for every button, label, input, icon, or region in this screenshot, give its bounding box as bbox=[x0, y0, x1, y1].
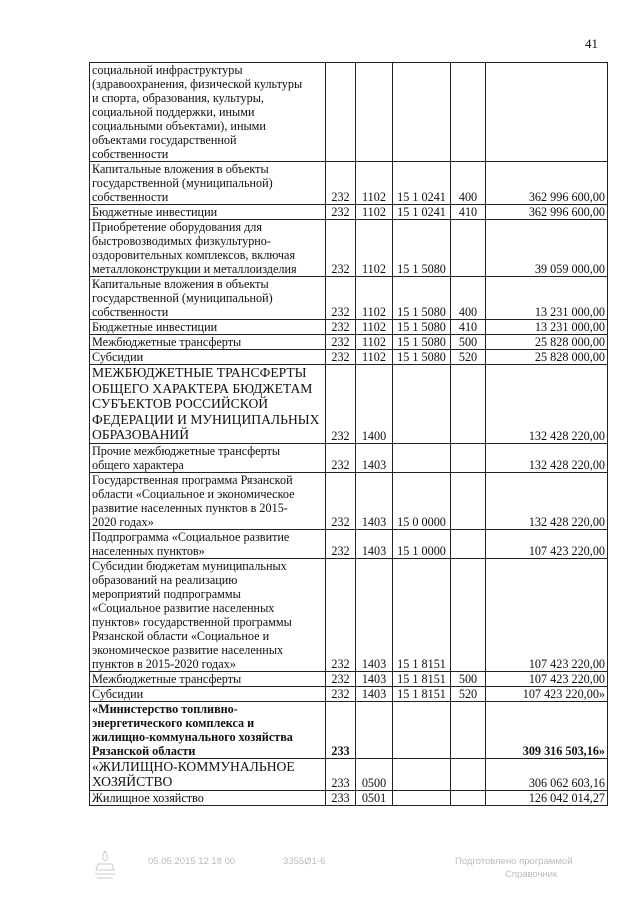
cell-gl: 233 bbox=[326, 701, 356, 758]
cell-vr bbox=[451, 443, 486, 472]
cell-sum: 306 062 603,16 bbox=[486, 758, 608, 790]
cell-cs: 15 1 5080 bbox=[393, 350, 451, 365]
cell-rz: 1102 bbox=[356, 220, 393, 277]
cell-rz: 1102 bbox=[356, 277, 393, 320]
cell-gl bbox=[326, 63, 356, 162]
cell-gl: 233 bbox=[326, 790, 356, 805]
cell-vr bbox=[451, 790, 486, 805]
row-name: Капитальные вложения в объекты государственной (муниципальной) собственности bbox=[90, 277, 326, 320]
table-row bbox=[90, 320, 608, 335]
cell-vr: 410 bbox=[451, 320, 486, 335]
cell-vr bbox=[451, 558, 486, 671]
cell-gl: 232 bbox=[326, 686, 356, 701]
cell-gl: 232 bbox=[326, 205, 356, 220]
table-row bbox=[90, 350, 608, 365]
row-name: Межбюджетные трансферты bbox=[90, 671, 326, 686]
cell-cs: 15 1 5080 bbox=[393, 320, 451, 335]
row-name: «ЖИЛИЩНО-КОММУНАЛЬНОЕ ХОЗЯЙСТВО bbox=[90, 758, 326, 790]
table-row bbox=[90, 220, 608, 277]
cell-vr: 400 bbox=[451, 277, 486, 320]
cell-gl: 232 bbox=[326, 671, 356, 686]
cell-rz: 1403 bbox=[356, 443, 393, 472]
cell-vr: 520 bbox=[451, 686, 486, 701]
row-name: Бюджетные инвестиции bbox=[90, 205, 326, 220]
cell-sum: 132 428 220,00 bbox=[486, 365, 608, 444]
cell-sum: 13 231 000,00 bbox=[486, 277, 608, 320]
cell-cs: 15 1 8151 bbox=[393, 671, 451, 686]
budget-table bbox=[89, 62, 608, 806]
cell-cs bbox=[393, 758, 451, 790]
table-row bbox=[90, 365, 608, 444]
cell-cs: 15 1 8151 bbox=[393, 686, 451, 701]
row-name: Подпрограмма «Социальное развитие населенных пунктов» bbox=[90, 529, 326, 558]
table-row bbox=[90, 671, 608, 686]
cell-rz bbox=[356, 63, 393, 162]
row-name: Субсидии бюджетам муниципальных образований на реализацию мероприятий подпрограммы «Социальное развитие населенных пунктов» государственной программы Рязанской области «Социальное и экономическое развитие населенных пунктов в 2015-2020 годах» bbox=[90, 558, 326, 671]
cell-rz bbox=[356, 701, 393, 758]
cell-sum: 25 828 000,00 bbox=[486, 335, 608, 350]
cell-vr: 500 bbox=[451, 335, 486, 350]
row-name: Межбюджетные трансферты bbox=[90, 335, 326, 350]
cell-cs: 15 1 0000 bbox=[393, 529, 451, 558]
table-row bbox=[90, 686, 608, 701]
page-number: 41 bbox=[585, 36, 598, 51]
footer-mark-line2: Справочник bbox=[505, 869, 558, 880]
row-name: Жилищное хозяйство bbox=[90, 790, 326, 805]
cell-rz: 0500 bbox=[356, 758, 393, 790]
cell-sum: 107 423 220,00 bbox=[486, 529, 608, 558]
cell-sum: 13 231 000,00 bbox=[486, 320, 608, 335]
cell-cs bbox=[393, 365, 451, 444]
row-name: Субсидии bbox=[90, 686, 326, 701]
cell-sum: 107 423 220,00 bbox=[486, 671, 608, 686]
table-row bbox=[90, 162, 608, 205]
row-name: Прочие межбюджетные трансферты общего характера bbox=[90, 443, 326, 472]
cell-gl: 233 bbox=[326, 758, 356, 790]
cell-sum: 309 316 503,16» bbox=[486, 701, 608, 758]
cell-cs bbox=[393, 443, 451, 472]
cell-vr: 520 bbox=[451, 350, 486, 365]
cell-rz: 1403 bbox=[356, 558, 393, 671]
cell-vr: 410 bbox=[451, 205, 486, 220]
cell-vr bbox=[451, 758, 486, 790]
cell-sum: 362 996 600,00 bbox=[486, 205, 608, 220]
cell-sum: 362 996 600,00 bbox=[486, 162, 608, 205]
cell-sum: 132 428 220,00 bbox=[486, 472, 608, 529]
cell-rz: 1102 bbox=[356, 350, 393, 365]
cell-vr bbox=[451, 529, 486, 558]
cell-rz: 1102 bbox=[356, 320, 393, 335]
footer-mark-line1: Подготовлено программой bbox=[455, 856, 573, 867]
row-name: Бюджетные инвестиции bbox=[90, 320, 326, 335]
row-name: социальной инфраструктуры (здравоохранения, физической культуры и спорта, образования, культуры, социальной поддержки, иными социальными объектами), иными объектами государственной собственности bbox=[90, 63, 326, 162]
cell-rz: 1102 bbox=[356, 335, 393, 350]
table-row bbox=[90, 205, 608, 220]
table-row bbox=[90, 758, 608, 790]
cell-rz: 1400 bbox=[356, 365, 393, 444]
cell-cs bbox=[393, 63, 451, 162]
cell-sum: 126 042 014,27 bbox=[486, 790, 608, 805]
cell-vr bbox=[451, 220, 486, 277]
cell-gl: 232 bbox=[326, 350, 356, 365]
table-row bbox=[90, 529, 608, 558]
cell-cs: 15 1 5080 bbox=[393, 277, 451, 320]
cell-sum bbox=[486, 63, 608, 162]
footer bbox=[0, 852, 640, 892]
cell-rz: 1102 bbox=[356, 162, 393, 205]
row-name: МЕЖБЮДЖЕТНЫЕ ТРАНСФЕРТЫ ОБЩЕГО ХАРАКТЕРА БЮДЖЕТАМ СУБЪЕКТОВ РОССИЙСКОЙ ФЕДЕРАЦИИ И МУНИЦИПАЛЬНЫХ ОБРАЗОВАНИЙ bbox=[90, 365, 326, 444]
stamp-icon bbox=[92, 848, 118, 882]
table-row bbox=[90, 558, 608, 671]
cell-gl: 232 bbox=[326, 365, 356, 444]
cell-vr bbox=[451, 472, 486, 529]
cell-gl: 232 bbox=[326, 335, 356, 350]
cell-vr bbox=[451, 365, 486, 444]
cell-gl: 232 bbox=[326, 162, 356, 205]
cell-vr: 400 bbox=[451, 162, 486, 205]
cell-gl: 232 bbox=[326, 320, 356, 335]
table-row bbox=[90, 63, 608, 162]
table-row bbox=[90, 277, 608, 320]
row-name: Государственная программа Рязанской области «Социальное и экономическое развитие населенных пунктов в 2015- 2020 годах» bbox=[90, 472, 326, 529]
row-name: Капитальные вложения в объекты государственной (муниципальной) собственности bbox=[90, 162, 326, 205]
footer-code: 3355Ø1-6 bbox=[283, 856, 326, 867]
cell-gl: 232 bbox=[326, 277, 356, 320]
table-row bbox=[90, 472, 608, 529]
cell-sum: 132 428 220,00 bbox=[486, 443, 608, 472]
row-name: Субсидии bbox=[90, 350, 326, 365]
cell-cs: 15 1 5080 bbox=[393, 220, 451, 277]
cell-cs: 15 1 0241 bbox=[393, 162, 451, 205]
cell-gl: 232 bbox=[326, 529, 356, 558]
footer-date: 05.05.2015 12 18 00 bbox=[148, 856, 236, 867]
cell-cs bbox=[393, 790, 451, 805]
cell-rz: 1403 bbox=[356, 472, 393, 529]
cell-cs: 15 1 8151 bbox=[393, 558, 451, 671]
table-body bbox=[90, 63, 608, 806]
cell-rz: 1403 bbox=[356, 671, 393, 686]
cell-gl: 232 bbox=[326, 558, 356, 671]
cell-vr bbox=[451, 63, 486, 162]
cell-gl: 232 bbox=[326, 220, 356, 277]
cell-rz: 1403 bbox=[356, 686, 393, 701]
table-row bbox=[90, 701, 608, 758]
cell-sum: 107 423 220,00 bbox=[486, 558, 608, 671]
table-row bbox=[90, 335, 608, 350]
table-row bbox=[90, 790, 608, 805]
table-row bbox=[90, 443, 608, 472]
cell-cs bbox=[393, 701, 451, 758]
cell-sum: 25 828 000,00 bbox=[486, 350, 608, 365]
row-name: Приобретение оборудования для быстровозводимых физкультурно- оздоровительных комплексов, включая металлоконструкции и металлоизделия bbox=[90, 220, 326, 277]
row-name: «Министерство топливно- энергетического комплекса и жилищно-коммунального хозяйства Рязанской области bbox=[90, 701, 326, 758]
cell-rz: 1403 bbox=[356, 529, 393, 558]
cell-rz: 1102 bbox=[356, 205, 393, 220]
cell-cs: 15 1 5080 bbox=[393, 335, 451, 350]
cell-sum: 39 059 000,00 bbox=[486, 220, 608, 277]
cell-sum: 107 423 220,00» bbox=[486, 686, 608, 701]
cell-rz: 0501 bbox=[356, 790, 393, 805]
cell-vr bbox=[451, 701, 486, 758]
cell-gl: 232 bbox=[326, 472, 356, 529]
cell-cs: 15 0 0000 bbox=[393, 472, 451, 529]
cell-cs: 15 1 0241 bbox=[393, 205, 451, 220]
cell-gl: 232 bbox=[326, 443, 356, 472]
cell-vr: 500 bbox=[451, 671, 486, 686]
